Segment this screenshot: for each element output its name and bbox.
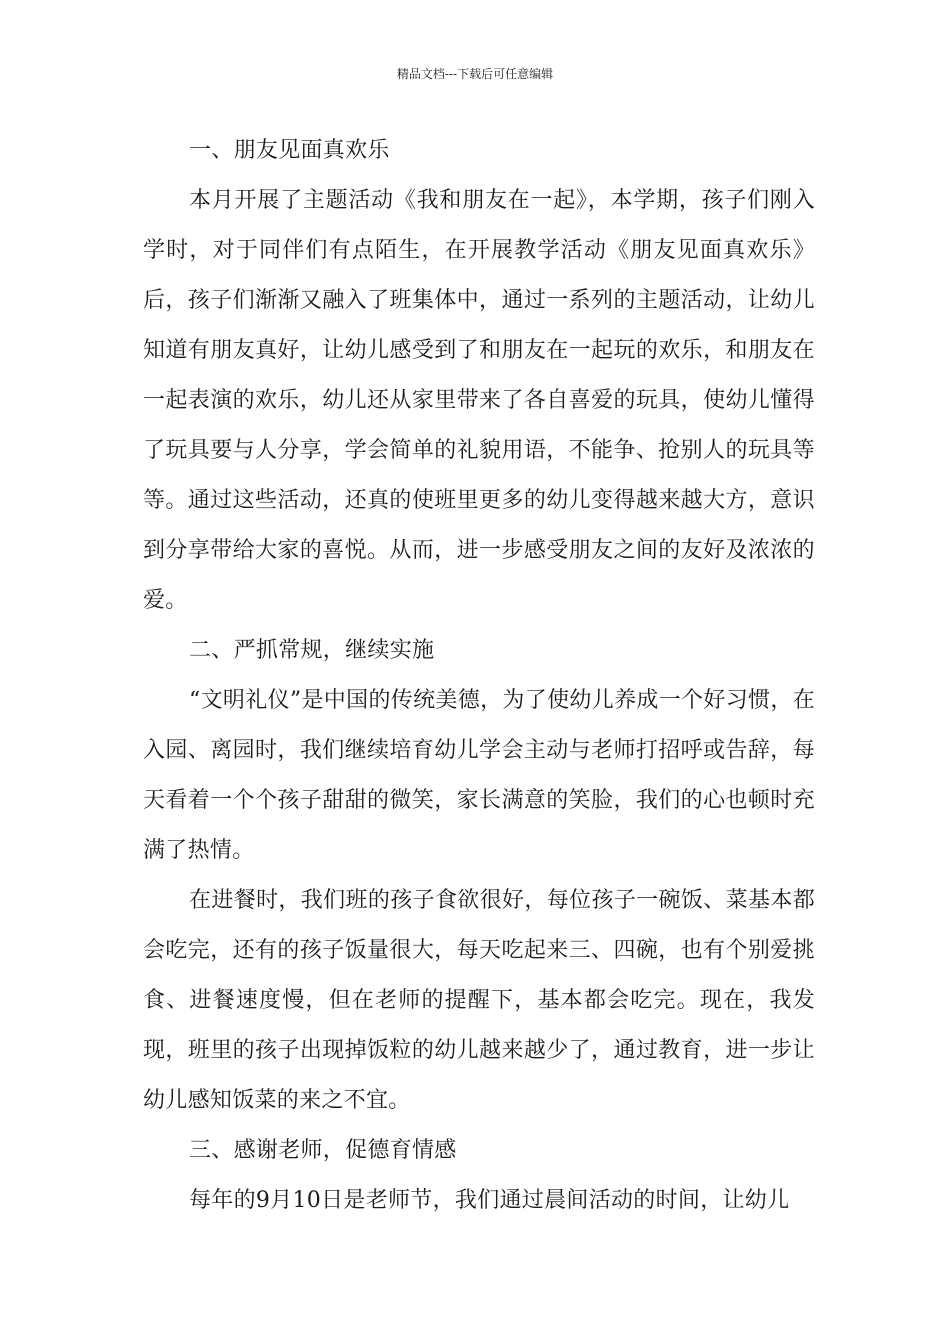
page-header: 精品文档---下载后可任意编辑 bbox=[396, 67, 554, 81]
paragraph-teachers-day: 每年的9月10日是老师节，我们通过晨间活动的时间，让幼儿 bbox=[189, 1188, 790, 1213]
paragraph-etiquette: “文明礼仪”是中国的传统美德，为了使幼儿养成一个好习惯，在入园、离园时，我们继续培育幼儿学会主动与老师打招呼或告辞，每天看着一个个孩子甜甜的微笑，家长满意的笑脸，我们的心也顿时充满了热情。 bbox=[143, 688, 815, 863]
paragraph-friends-activity: 本月开展了主题活动《我和朋友在一起》，本学期，孩子们刚入学时，对于同伴们有点陌生，在开展教学活动《朋友见面真欢乐》后，孩子们渐渐又融入了班集体中，通过一系列的主题活动，让幼儿知道有朋友真好，让幼儿感受到了和朋友在一起玩的欢乐，和朋友在一起表演的欢乐，幼儿还从家里带来了各自喜爱的玩具，使幼儿懂得了玩具要与人分享，学会简单的礼貌用语，不能争、抢别人的玩具等等。通过这些活动，还真的使班里更多的幼儿变得越来越大方，意识到分享带给大家的喜悦。从而，进一步感受朋友之间的友好及浓浓的爱。 bbox=[143, 188, 815, 613]
paragraph-meals: 在进餐时，我们班的孩子食欲很好，每位孩子一碗饭、菜基本都会吃完，还有的孩子饭量很大，每天吃起来三、四碗，也有个别爱挑食、进餐速度慢，但在老师的提醒下，基本都会吃完。现在，我发现，班里的孩子出现掉饭粒的幼儿越来越少了，通过教育，进一步让幼儿感知饭菜的来之不宜。 bbox=[143, 888, 815, 1113]
section-heading-2: 二、严抓常规，继续实施 bbox=[189, 638, 435, 663]
document-body bbox=[143, 126, 815, 1226]
section-heading-1: 一、朋友见面真欢乐 bbox=[189, 138, 390, 163]
section-heading-3: 三、感谢老师，促德育情感 bbox=[189, 1138, 457, 1163]
